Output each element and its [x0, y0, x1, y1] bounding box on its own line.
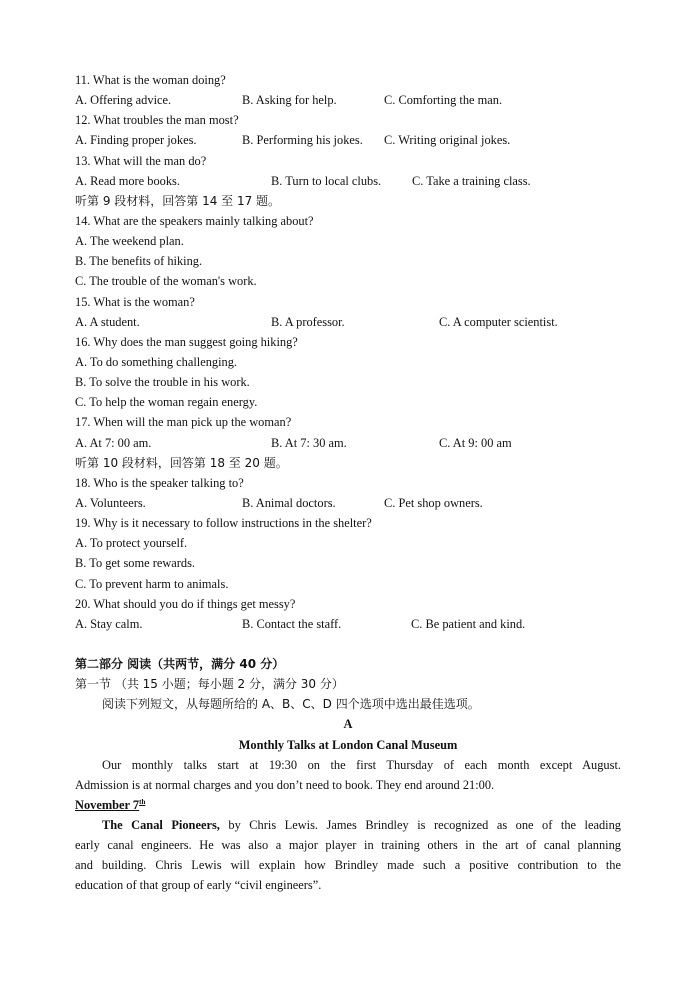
question-13: 13. What will the man do?: [75, 153, 207, 168]
option-b: B. To solve the trouble in his work.: [75, 375, 250, 390]
option-c: C. At 9: 00 am: [439, 435, 512, 450]
option-b: B. Animal doctors.: [242, 495, 336, 510]
option-a: A. To do something challenging.: [75, 354, 238, 369]
option-b: B. Turn to local clubs.: [271, 173, 382, 188]
question-19: 19. Why is it necessary to follow instructions in the shelter?: [75, 516, 372, 531]
option-a: A. Stay calm.: [75, 616, 143, 631]
option-b: B. Contact the staff.: [242, 616, 342, 631]
question-11: 11. What is the woman doing?: [75, 73, 226, 87]
question-14: 14. What are the speakers mainly talking about?: [75, 213, 314, 228]
option-a: A. To protect yourself.: [75, 536, 188, 551]
part-2-heading: 第二部分 阅读（共两节，满分 40 分）: [75, 656, 285, 671]
question-18: 18. Who is the speaker talking to?: [75, 475, 244, 490]
option-b: B. Performing his jokes.: [242, 133, 363, 148]
talk-date-main: November 7: [75, 797, 140, 812]
passage-intro-line: Our monthly talks start at 19:30 on the first Thursday of each month except August.: [102, 757, 621, 772]
option-a: A. At 7: 00 am.: [75, 435, 152, 450]
option-a: A. Finding proper jokes.: [75, 133, 197, 148]
option-c: C. To prevent harm to animals.: [75, 576, 229, 591]
talk-date: [75, 795, 621, 815]
question-11-options: [75, 90, 621, 110]
section-9-heading: 听第 9 段材料，回答第 14 至 17 题。: [75, 193, 281, 208]
option-c: C. Pet shop owners.: [384, 495, 483, 510]
section-1-heading: 第一节 （共 15 小题；每小题 2 分，满分 30 分）: [75, 677, 344, 692]
option-c: C. Be patient and kind.: [411, 616, 526, 631]
option-c: C. Take a training class.: [412, 173, 531, 188]
question-17: 17. When will the man pick up the woman?: [75, 415, 292, 430]
option-a: A. The weekend plan.: [75, 234, 184, 249]
talk-date-suffix: th: [139, 797, 146, 806]
question-12-options: [75, 130, 621, 150]
passage-intro-line: Admission is at normal charges and you don’t need to book. They end around 21:00.: [75, 777, 495, 792]
option-b: B. To get some rewards.: [75, 556, 196, 571]
question-16: 16. Why does the man suggest going hiking?: [75, 334, 298, 349]
passage-title: Monthly Talks at London Canal Museum: [238, 737, 458, 752]
question-13-options: [75, 171, 621, 191]
option-c: C. The trouble of the woman's work.: [75, 274, 257, 289]
option-a: A. Volunteers.: [75, 495, 146, 510]
option-a: A. Read more books.: [75, 173, 180, 188]
passage-letter: A: [343, 717, 353, 732]
reading-instructions: 阅读下列短文，从每题所给的 A、B、C、D 四个选项中选出最佳选项。: [102, 697, 480, 712]
option-a: A. Offering advice.: [75, 93, 172, 108]
question-20: 20. What should you do if things get messy?: [75, 596, 296, 611]
talk-description-line: and building. Chris Lewis will explain how Brindley made such a positive contribution to the: [75, 858, 621, 873]
option-c: C. Writing original jokes.: [384, 133, 511, 148]
talk-description-line: [75, 815, 621, 835]
talk-description-line: education of that group of early “civil engineers”.: [75, 878, 322, 893]
section-gap: [75, 634, 621, 654]
question-15: 15. What is the woman?: [75, 294, 195, 309]
option-a: A. A student.: [75, 314, 140, 329]
talk-description-text: by Chris Lewis. James Brindley is recognized as one of the leading: [219, 818, 622, 833]
talk-description-line: early canal engineers. He was also a major player in training others in the art of canal planning: [75, 838, 621, 853]
talk-title: The Canal Pioneers,: [102, 818, 220, 833]
option-b: B. At 7: 30 am.: [271, 435, 347, 450]
option-b: B. Asking for help.: [242, 93, 337, 108]
question-20-options: [75, 614, 621, 634]
section-10-heading: 听第 10 段材料，回答第 18 至 20 题。: [75, 455, 288, 470]
question-12: 12. What troubles the man most?: [75, 113, 239, 128]
option-b: B. A professor.: [271, 314, 345, 329]
option-c: C. To help the woman regain energy.: [75, 395, 258, 410]
question-18-options: [75, 493, 621, 513]
option-c: C. A computer scientist.: [439, 314, 558, 329]
question-15-options: [75, 312, 621, 332]
option-c: C. Comforting the man.: [384, 93, 503, 108]
exam-page: [75, 70, 621, 896]
question-17-options: [75, 433, 621, 453]
option-b: B. The benefits of hiking.: [75, 254, 203, 269]
